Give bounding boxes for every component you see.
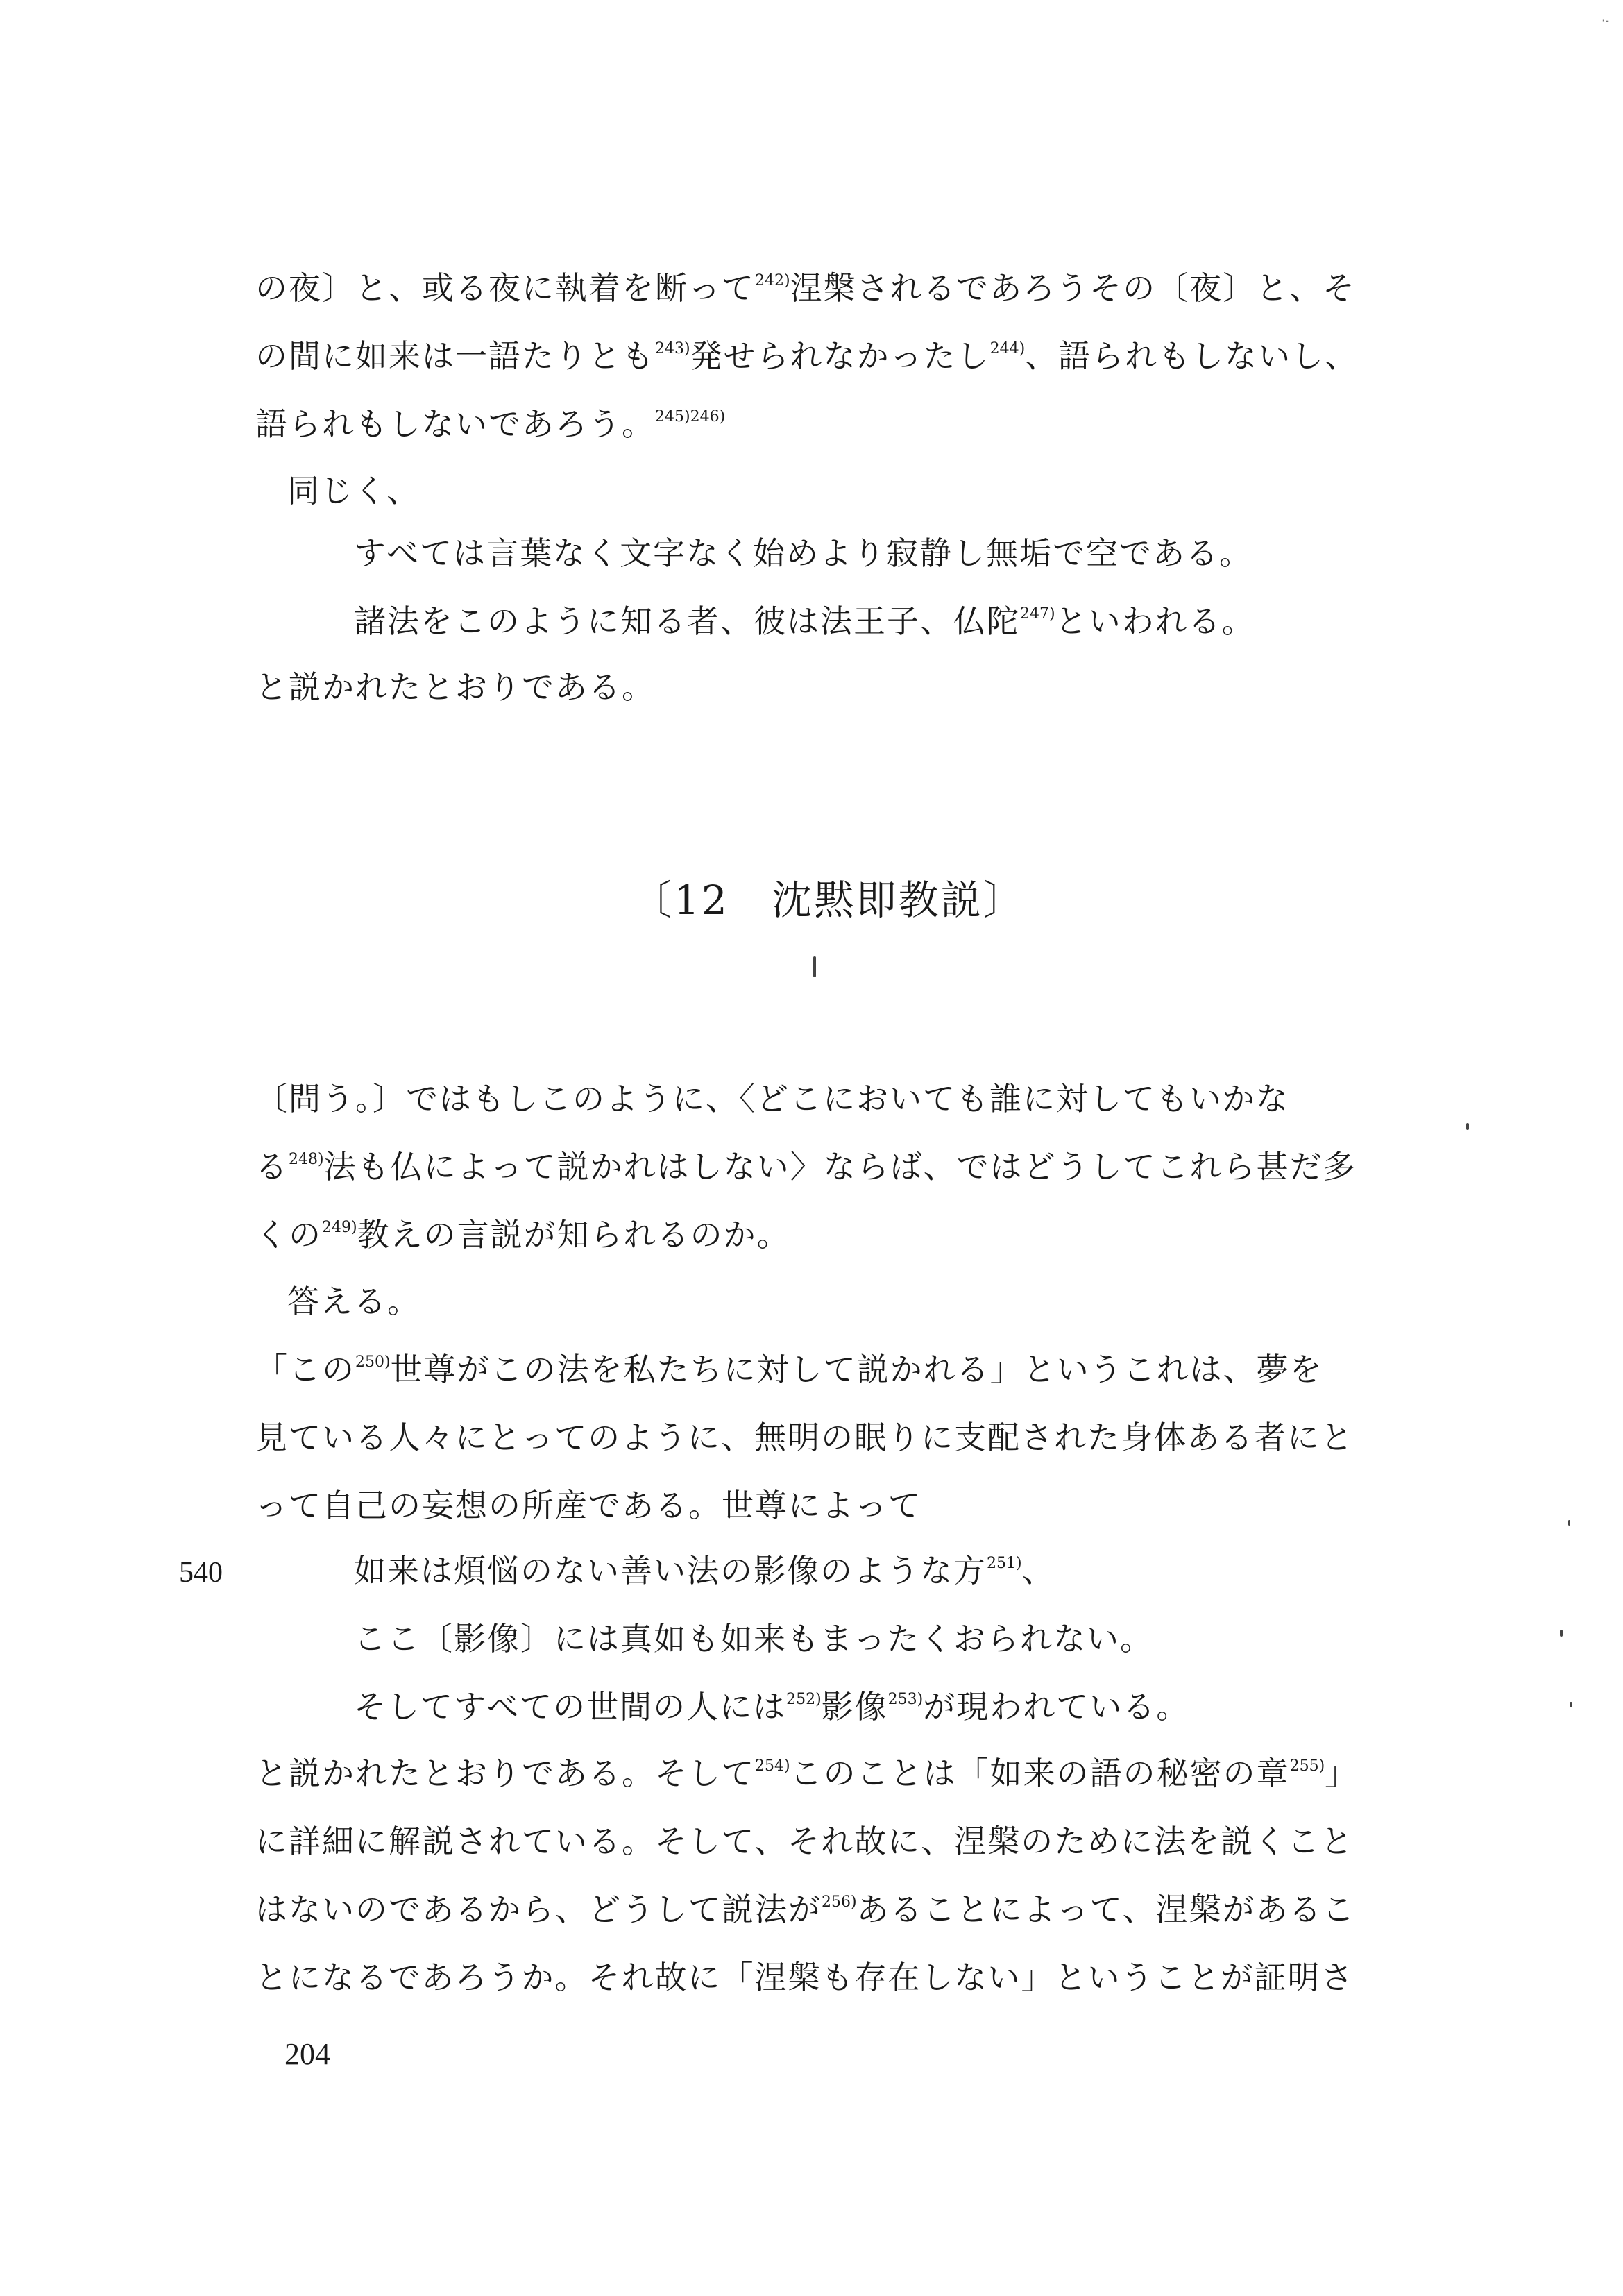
body-line: に詳細に解説されている。そして、それ故に、涅槃のために法を説くこと	[255, 1823, 1354, 1860]
body-line: 答える。	[287, 1283, 420, 1320]
text-run: 」	[1325, 1755, 1359, 1792]
footnote-marker: 244)	[989, 340, 1026, 357]
body-line: と説かれたとおりである。	[255, 668, 655, 706]
text-run: 発せられなかったし	[690, 337, 990, 375]
text-run: このことは「如来の語の秘密の章	[790, 1755, 1290, 1792]
footnote-marker: 256)	[822, 1893, 857, 1911]
body-line	[255, 1753, 1358, 1794]
body-line: 見ている人々にとってのように、無明の眠りに支配された身体ある者にと	[255, 1419, 1354, 1456]
footnote-marker: 251)	[987, 1555, 1022, 1572]
text-run: の間に如来は一語たりとも	[255, 337, 655, 375]
body-line: 〔問う。〕ではもしこのように、〈どこにおいても誰に対してもいかな	[255, 1080, 1289, 1117]
text-run: 涅槃されるであろうその〔夜〕と、そ	[790, 269, 1357, 307]
verse-line	[354, 1550, 1055, 1592]
text-run: 諸法をこのように知る者、彼は法王子、仏陀	[354, 602, 1020, 640]
footnote-marker: 252)	[786, 1691, 822, 1708]
text-run: 、	[1021, 1552, 1055, 1589]
scan-speck	[813, 956, 816, 977]
footnote-marker: 250)	[355, 1353, 391, 1371]
text-run: の夜〕と、或る夜に執着を断って	[255, 269, 755, 307]
body-line	[255, 267, 1356, 309]
footnote-marker: 255)	[1289, 1757, 1325, 1775]
text-run: 語られもしないであろう。	[255, 405, 655, 443]
text-run: 、語られもしないし、	[1025, 337, 1359, 375]
scan-speck	[1568, 1520, 1570, 1526]
text-run: が現われている。	[923, 1688, 1190, 1725]
text-run: と説かれたとおりである。そして	[255, 1755, 755, 1792]
text-run: 世尊がこの法を私たちに対して説かれる」というこれは、夢を	[390, 1351, 1323, 1388]
footnote-marker: 243)	[655, 340, 690, 357]
verse-line: すべては言葉なく文字なく始めより寂静し無垢で空である。	[354, 534, 1253, 572]
scan-speck	[1560, 1630, 1563, 1637]
body-line: 同じく、	[287, 472, 420, 509]
page-number: 204	[284, 2037, 330, 2071]
text-run: 如来は煩悩のない善い法の影像のような方	[354, 1552, 987, 1589]
text-run: 「この	[255, 1351, 355, 1388]
text-run: る	[255, 1148, 289, 1185]
body-line	[255, 335, 1358, 377]
body-line	[255, 1889, 1356, 1930]
body-line	[255, 1214, 790, 1256]
footnote-marker: 247)	[1020, 605, 1055, 623]
text-run: はないのであるから、どうして説法が	[255, 1891, 822, 1928]
text-run: といわれる。	[1055, 602, 1255, 640]
footnote-marker: 242)	[755, 272, 790, 289]
section-heading: 〔12 沈黙即教説〕	[631, 877, 1026, 924]
text-run: くの	[255, 1216, 322, 1253]
scan-corner-mark: ·-	[1601, 14, 1609, 27]
text-run: 法も仏によって説かれはしない〉ならば、ではどうしてこれら甚だ多	[323, 1148, 1357, 1185]
footnote-marker: 253)	[887, 1691, 924, 1708]
footnote-marker: 254)	[755, 1757, 790, 1775]
verse-line: ここ〔影像〕には真如も如来もまったくおられない。	[354, 1620, 1153, 1657]
verse-line	[354, 600, 1255, 642]
body-line: とになるであろうか。それ故に「涅槃も存在しない」ということが証明さ	[255, 1959, 1354, 1996]
text-run: 教えの言説が知られるのか。	[357, 1216, 790, 1253]
body-line: って自己の妄想の所産である。世尊によって	[255, 1487, 921, 1524]
footnote-marker: 245)246)	[655, 408, 726, 425]
text-run: あることによって、涅槃があるこ	[856, 1891, 1356, 1928]
body-line	[255, 1349, 1323, 1390]
verse-line	[354, 1686, 1189, 1728]
text-run: 影像	[821, 1688, 888, 1725]
footnote-marker: 249)	[322, 1219, 357, 1236]
body-line	[255, 1146, 1357, 1188]
margin-number: 540	[179, 1557, 223, 1589]
scan-speck	[1570, 1702, 1572, 1707]
text-run: そしてすべての世間の人には	[354, 1688, 787, 1725]
scan-speck	[1466, 1123, 1469, 1130]
body-line	[255, 403, 725, 445]
footnote-marker: 248)	[289, 1151, 324, 1168]
